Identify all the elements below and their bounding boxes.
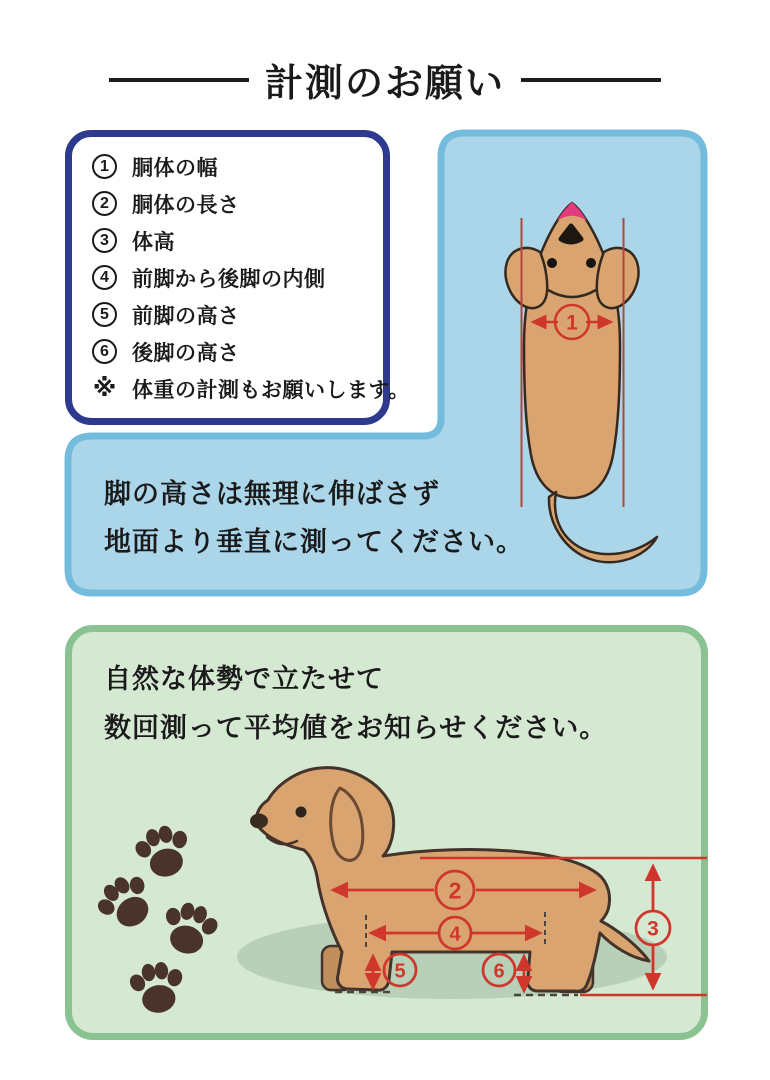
list-item: 4 前脚から後脚の内側 bbox=[92, 259, 375, 296]
circled-number-icon: 5 bbox=[92, 302, 117, 327]
list-item: 5 前脚の高さ bbox=[92, 296, 375, 333]
reference-mark-icon: ※ bbox=[92, 375, 117, 402]
marker-3-number: 3 bbox=[647, 917, 659, 941]
marker-5-number: 5 bbox=[394, 960, 406, 983]
marker-4-number: 4 bbox=[449, 923, 461, 946]
circled-number-icon: 6 bbox=[92, 339, 117, 364]
posture-note bbox=[104, 655, 607, 753]
list-item: 6 後脚の高さ bbox=[92, 333, 375, 370]
marker-1-number: 1 bbox=[566, 311, 578, 335]
note-line: 脚の高さは無理に伸ばさず bbox=[104, 479, 440, 509]
note-line: 数回測って平均値をお知らせください。 bbox=[104, 713, 608, 743]
leg-measure-note bbox=[104, 470, 524, 566]
paw-prints-icon bbox=[88, 820, 224, 1016]
circled-number-icon: 2 bbox=[92, 191, 117, 216]
circled-number-icon: 4 bbox=[92, 265, 117, 290]
note-line: 自然な体勢で立たせて bbox=[104, 664, 384, 694]
note-line: 地面より垂直に測ってください。 bbox=[104, 527, 524, 557]
circled-number-icon: 3 bbox=[92, 228, 117, 253]
list-item: 2 胴体の長さ bbox=[92, 185, 375, 222]
measurement-list bbox=[65, 130, 410, 425]
circled-number-icon: 1 bbox=[92, 154, 117, 179]
marker-2-number: 2 bbox=[448, 877, 462, 904]
page-title: 計測のお願い bbox=[264, 63, 505, 105]
list-item-note: ※ 体重の計測もお願いします。 bbox=[92, 375, 410, 402]
list-item: 3 体高 bbox=[92, 222, 375, 259]
marker-6-number: 6 bbox=[493, 960, 505, 983]
list-item: 1 胴体の幅 bbox=[92, 148, 375, 185]
